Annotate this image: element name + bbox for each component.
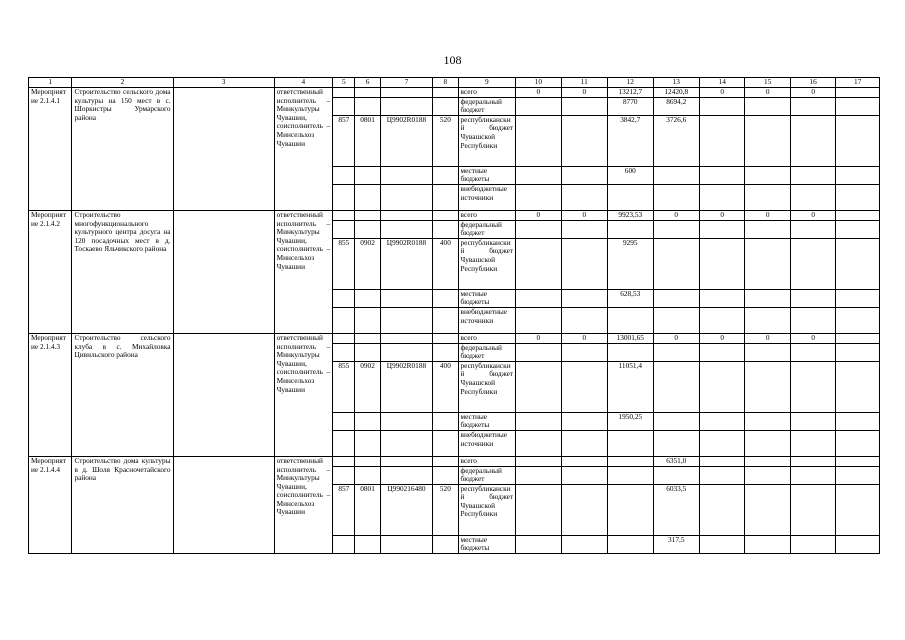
amount-cell [745, 184, 790, 210]
kbk-section [355, 184, 380, 210]
amount-cell: 0 [516, 88, 561, 98]
funding-source: республиканский бюджет Чувашской Республики [458, 361, 516, 412]
kbk-grbs [333, 210, 355, 220]
amount-cell [700, 361, 745, 412]
kbk-grbs [333, 466, 355, 484]
financing-table [28, 77, 880, 554]
amount-cell [516, 412, 561, 430]
amount-cell [790, 361, 835, 412]
kbk-grbs [333, 220, 355, 238]
amount-cell: 0 [790, 210, 835, 220]
amount-cell [608, 220, 653, 238]
executor-cell: ответственный исполнитель – Минкультуры Чувашии, соисполнитель – Минсельхоз Чувашии [274, 88, 333, 211]
amount-cell [745, 535, 790, 553]
event-number: Мероприятие 2.1.4.2 [29, 210, 72, 333]
kbk-grbs [333, 184, 355, 210]
funding-source: внебюджетные источники [458, 430, 516, 456]
executor-cell: ответственный исполнитель – Минкультуры Чувашии, соисполнитель – Минсельхоз Чувашии [274, 456, 333, 553]
kbk-grbs: 857 [333, 115, 355, 166]
col17-cell [836, 210, 880, 220]
amount-cell [608, 484, 653, 535]
amount-cell: 0 [561, 210, 607, 220]
kbk-type [433, 456, 458, 466]
col17-cell [836, 115, 880, 166]
amount-cell [561, 184, 607, 210]
amount-cell: 0 [745, 88, 790, 98]
amount-cell [516, 343, 561, 361]
amount-cell [516, 184, 561, 210]
amount-cell [700, 466, 745, 484]
header-cell: 5 [333, 78, 355, 88]
col17-cell [836, 412, 880, 430]
col17-cell [836, 484, 880, 535]
funding-source: федеральный бюджет [458, 97, 516, 115]
amount-cell [790, 343, 835, 361]
amount-cell [608, 456, 653, 466]
funding-source: республиканский бюджет Чувашской Республики [458, 238, 516, 289]
header-cell: 9 [458, 78, 516, 88]
table-row [29, 333, 880, 343]
amount-cell: 0 [561, 88, 607, 98]
amount-cell [790, 412, 835, 430]
amount-cell [790, 466, 835, 484]
header-cell: 10 [516, 78, 561, 88]
kbk-section [355, 343, 380, 361]
funding-source: всего [458, 210, 516, 220]
amount-cell [561, 115, 607, 166]
kbk-type [433, 333, 458, 343]
amount-cell [561, 220, 607, 238]
header-cell: 16 [790, 78, 835, 88]
funding-source: местные бюджеты [458, 166, 516, 184]
amount-cell [516, 466, 561, 484]
kbk-target [380, 184, 433, 210]
amount-cell [608, 535, 653, 553]
header-cell: 15 [745, 78, 790, 88]
kbk-type: 520 [433, 484, 458, 535]
header-cell: 17 [836, 78, 880, 88]
amount-cell [700, 238, 745, 289]
header-cell: 1 [29, 78, 72, 88]
header-cell: 11 [561, 78, 607, 88]
amount-cell [745, 238, 790, 289]
amount-cell [561, 166, 607, 184]
kbk-type [433, 466, 458, 484]
amount-cell [653, 289, 699, 307]
amount-cell [745, 115, 790, 166]
page-number: 108 [443, 53, 462, 67]
amount-cell: 0 [700, 88, 745, 98]
col3-cell [173, 88, 274, 211]
kbk-target [380, 97, 433, 115]
col17-cell [836, 220, 880, 238]
amount-cell [516, 238, 561, 289]
amount-cell [608, 307, 653, 333]
amount-cell: 11051,4 [608, 361, 653, 412]
kbk-target [380, 220, 433, 238]
kbk-target [380, 412, 433, 430]
amount-cell: 6033,5 [653, 484, 699, 535]
kbk-grbs: 855 [333, 361, 355, 412]
amount-cell: 628,53 [608, 289, 653, 307]
amount-cell [790, 289, 835, 307]
amount-cell [745, 307, 790, 333]
kbk-target [380, 289, 433, 307]
amount-cell: 0 [790, 333, 835, 343]
kbk-section: 0801 [355, 484, 380, 535]
event-name: Строительство сельского дома культуры на 150 мест в с. Шоркистры Урмарского района [72, 88, 173, 211]
kbk-target [380, 456, 433, 466]
amount-cell: 0 [700, 210, 745, 220]
header-cell: 12 [608, 78, 653, 88]
funding-source: республиканский бюджет Чувашской Республики [458, 115, 516, 166]
kbk-target [380, 307, 433, 333]
event-number: Мероприятие 2.1.4.1 [29, 88, 72, 211]
amount-cell: 0 [790, 88, 835, 98]
amount-cell [516, 166, 561, 184]
amount-cell [700, 184, 745, 210]
amount-cell [653, 166, 699, 184]
header-row [29, 78, 880, 88]
funding-source: федеральный бюджет [458, 343, 516, 361]
kbk-grbs [333, 166, 355, 184]
amount-cell: 317,5 [653, 535, 699, 553]
kbk-target: Ц9902R0188 [380, 361, 433, 412]
amount-cell [745, 289, 790, 307]
amount-cell [516, 535, 561, 553]
kbk-grbs [333, 289, 355, 307]
amount-cell [700, 412, 745, 430]
col17-cell [836, 97, 880, 115]
amount-cell: 0 [745, 333, 790, 343]
col17-cell [836, 430, 880, 456]
kbk-grbs [333, 307, 355, 333]
kbk-grbs [333, 88, 355, 98]
amount-cell [561, 456, 607, 466]
amount-cell [745, 361, 790, 412]
amount-cell [561, 535, 607, 553]
col3-cell [173, 333, 274, 456]
amount-cell [653, 361, 699, 412]
amount-cell: 3842,7 [608, 115, 653, 166]
funding-source: всего [458, 333, 516, 343]
amount-cell: 3726,6 [653, 115, 699, 166]
amount-cell [608, 466, 653, 484]
amount-cell [790, 97, 835, 115]
amount-cell [653, 412, 699, 430]
amount-cell: 0 [653, 210, 699, 220]
amount-cell [561, 238, 607, 289]
kbk-target: Ц9902R0188 [380, 115, 433, 166]
amount-cell [561, 430, 607, 456]
table-row [29, 88, 880, 98]
kbk-grbs [333, 97, 355, 115]
kbk-section [355, 210, 380, 220]
amount-cell [653, 184, 699, 210]
kbk-grbs [333, 456, 355, 466]
amount-cell [700, 484, 745, 535]
header-cell: 7 [380, 78, 433, 88]
amount-cell [745, 484, 790, 535]
header-cell: 8 [433, 78, 458, 88]
kbk-section [355, 333, 380, 343]
kbk-grbs [333, 535, 355, 553]
header-cell: 6 [355, 78, 380, 88]
kbk-target [380, 333, 433, 343]
col17-cell [836, 466, 880, 484]
col3-cell [173, 456, 274, 553]
kbk-type [433, 307, 458, 333]
kbk-type [433, 535, 458, 553]
col17-cell [836, 333, 880, 343]
event-name: Строительство многофункционального культурного центра досуга на 120 посадочных мест в д. Тоскаево Яльчикского района [72, 210, 173, 333]
kbk-section [355, 289, 380, 307]
kbk-section [355, 88, 380, 98]
amount-cell [790, 484, 835, 535]
amount-cell: 13212,7 [608, 88, 653, 98]
kbk-section [355, 166, 380, 184]
amount-cell [516, 220, 561, 238]
funding-source: всего [458, 88, 516, 98]
kbk-target [380, 210, 433, 220]
kbk-section [355, 97, 380, 115]
kbk-type: 520 [433, 115, 458, 166]
amount-cell [745, 430, 790, 456]
amount-cell [790, 456, 835, 466]
amount-cell [653, 220, 699, 238]
amount-cell [516, 484, 561, 535]
amount-cell [561, 466, 607, 484]
amount-cell [516, 97, 561, 115]
kbk-grbs: 855 [333, 238, 355, 289]
funding-source: республиканский бюджет Чувашской Республики [458, 484, 516, 535]
funding-source: внебюджетные источники [458, 184, 516, 210]
amount-cell [700, 97, 745, 115]
funding-source: местные бюджеты [458, 289, 516, 307]
amount-cell [516, 361, 561, 412]
kbk-target: Ц9902R0188 [380, 238, 433, 289]
kbk-type [433, 430, 458, 456]
amount-cell [700, 115, 745, 166]
kbk-target [380, 166, 433, 184]
amount-cell [790, 166, 835, 184]
kbk-target [380, 343, 433, 361]
kbk-section [355, 466, 380, 484]
amount-cell: 12420,8 [653, 88, 699, 98]
amount-cell [745, 456, 790, 466]
amount-cell [561, 289, 607, 307]
kbk-type [433, 166, 458, 184]
kbk-section [355, 430, 380, 456]
col17-cell [836, 456, 880, 466]
amount-cell [561, 361, 607, 412]
col17-cell [836, 343, 880, 361]
amount-cell [516, 307, 561, 333]
kbk-section [355, 412, 380, 430]
amount-cell [790, 220, 835, 238]
col17-cell [836, 535, 880, 553]
funding-source: внебюджетные источники [458, 307, 516, 333]
kbk-section [355, 456, 380, 466]
kbk-type [433, 97, 458, 115]
col17-cell [836, 184, 880, 210]
amount-cell: 0 [561, 333, 607, 343]
kbk-type [433, 412, 458, 430]
kbk-grbs [333, 333, 355, 343]
amount-cell: 0 [700, 333, 745, 343]
executor-cell: ответственный исполнитель – Минкультуры Чувашии, соисполнитель – Минсельхоз Чувашии [274, 210, 333, 333]
col17-cell [836, 238, 880, 289]
event-number: Мероприятие 2.1.4.3 [29, 333, 72, 456]
amount-cell [516, 289, 561, 307]
amount-cell: 8770 [608, 97, 653, 115]
kbk-target [380, 466, 433, 484]
amount-cell: 1950,25 [608, 412, 653, 430]
header-cell: 4 [274, 78, 333, 88]
header-cell: 2 [72, 78, 173, 88]
amount-cell [608, 343, 653, 361]
header-cell: 14 [700, 78, 745, 88]
kbk-type [433, 220, 458, 238]
amount-cell: 8694,2 [653, 97, 699, 115]
amount-cell [790, 238, 835, 289]
event-name: Строительство сельского клуба в с. Михайловка Цивильского района [72, 333, 173, 456]
amount-cell [653, 430, 699, 456]
amount-cell: 0 [516, 333, 561, 343]
col17-cell [836, 88, 880, 98]
funding-source: местные бюджеты [458, 412, 516, 430]
amount-cell: 0 [653, 333, 699, 343]
amount-cell [700, 535, 745, 553]
funding-source: всего [458, 456, 516, 466]
amount-cell [561, 484, 607, 535]
kbk-type [433, 88, 458, 98]
executor-cell: ответственный исполнитель – Минкультуры Чувашии, соисполнитель – Минсельхоз Чувашии [274, 333, 333, 456]
funding-source: федеральный бюджет [458, 466, 516, 484]
table-row [29, 210, 880, 220]
amount-cell [790, 184, 835, 210]
col17-cell [836, 166, 880, 184]
amount-cell [700, 343, 745, 361]
col17-cell [836, 307, 880, 333]
amount-cell [561, 412, 607, 430]
amount-cell: 600 [608, 166, 653, 184]
amount-cell [700, 289, 745, 307]
kbk-target [380, 88, 433, 98]
amount-cell [790, 430, 835, 456]
col17-cell [836, 289, 880, 307]
amount-cell [745, 466, 790, 484]
kbk-type: 400 [433, 238, 458, 289]
amount-cell: 9923,53 [608, 210, 653, 220]
header-cell: 13 [653, 78, 699, 88]
amount-cell [700, 456, 745, 466]
amount-cell [700, 307, 745, 333]
amount-cell [653, 238, 699, 289]
amount-cell: 6351,0 [653, 456, 699, 466]
kbk-grbs: 857 [333, 484, 355, 535]
kbk-target [380, 430, 433, 456]
amount-cell [745, 220, 790, 238]
amount-cell [745, 166, 790, 184]
amount-cell: 13001,65 [608, 333, 653, 343]
funding-source: местные бюджеты [458, 535, 516, 553]
kbk-target [380, 535, 433, 553]
col3-cell [173, 210, 274, 333]
amount-cell [516, 456, 561, 466]
amount-cell [745, 97, 790, 115]
amount-cell [745, 343, 790, 361]
amount-cell [653, 343, 699, 361]
kbk-type [433, 210, 458, 220]
kbk-section: 0902 [355, 238, 380, 289]
amount-cell [653, 466, 699, 484]
kbk-target: Ц990216480 [380, 484, 433, 535]
kbk-grbs [333, 430, 355, 456]
amount-cell [608, 430, 653, 456]
event-name: Строительство дома культуры в д. Шоля Красночетайского района [72, 456, 173, 553]
amount-cell [700, 430, 745, 456]
kbk-grbs [333, 412, 355, 430]
amount-cell [700, 220, 745, 238]
amount-cell: 9295 [608, 238, 653, 289]
amount-cell [790, 307, 835, 333]
amount-cell [561, 307, 607, 333]
amount-cell [608, 184, 653, 210]
kbk-section [355, 307, 380, 333]
kbk-grbs [333, 343, 355, 361]
kbk-section [355, 220, 380, 238]
amount-cell: 0 [745, 210, 790, 220]
kbk-section [355, 535, 380, 553]
funding-source: федеральный бюджет [458, 220, 516, 238]
header-cell: 3 [173, 78, 274, 88]
table-row [29, 456, 880, 466]
amount-cell [790, 115, 835, 166]
amount-cell [561, 343, 607, 361]
kbk-type [433, 343, 458, 361]
amount-cell [653, 307, 699, 333]
kbk-section: 0801 [355, 115, 380, 166]
col17-cell [836, 361, 880, 412]
amount-cell [700, 166, 745, 184]
event-number: Мероприятие 2.1.4.4 [29, 456, 72, 553]
amount-cell [561, 97, 607, 115]
amount-cell: 0 [516, 210, 561, 220]
kbk-type [433, 289, 458, 307]
kbk-section: 0902 [355, 361, 380, 412]
amount-cell [745, 412, 790, 430]
kbk-type: 400 [433, 361, 458, 412]
amount-cell [516, 115, 561, 166]
amount-cell [790, 535, 835, 553]
amount-cell [516, 430, 561, 456]
kbk-type [433, 184, 458, 210]
